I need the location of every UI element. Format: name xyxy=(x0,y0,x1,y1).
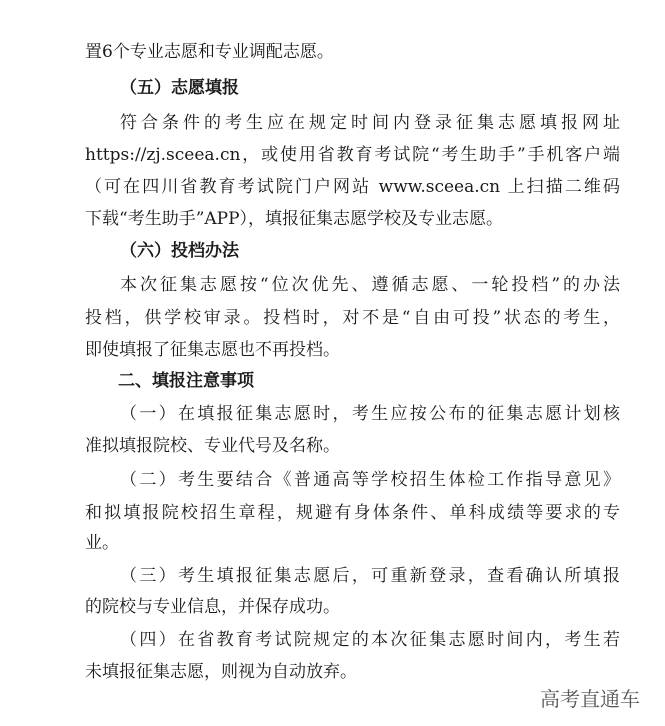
paragraph-line: 符合条件的考生应在规定时间内登录征集志愿填报网址 xyxy=(120,113,620,133)
paragraph-line: （一）在填报征集志愿时，考生应按公布的征集志愿计划核 xyxy=(120,404,620,424)
paragraph-line: 即使填报了征集志愿也不再投档。 xyxy=(85,340,340,360)
section-heading: （六）投档办法 xyxy=(120,241,239,261)
paragraph-line: 业。 xyxy=(85,533,119,553)
paragraph-line: 和拟填报院校招生章程，规避有身体条件、单科成绩等要求的专 xyxy=(85,503,620,523)
paragraph-line: 置6个专业志愿和专业调配志愿。 xyxy=(85,42,334,62)
section-heading: 二、填报注意事项 xyxy=(118,371,254,391)
paragraph-line: （四）在省教育考试院规定的本次征集志愿时间内，考生若 xyxy=(120,630,620,650)
paragraph-line: 未填报征集志愿，则视为自动放弃。 xyxy=(85,662,357,682)
paragraph-line: 下载“考生助手”APP），填报征集志愿学校及专业志愿。 xyxy=(85,209,504,229)
paragraph-line: （二）考生要结合《普通高等学校招生体检工作指导意见》 xyxy=(120,470,620,490)
paragraph-line: https://zj.sceea.cn，或使用省教育考试院“考生助手”手机客户端 xyxy=(85,145,620,165)
paragraph-line: （三）考生填报征集志愿后，可重新登录，查看确认所填报 xyxy=(120,566,620,586)
paragraph-line: 投档，供学校审录。投档时，对不是“自由可投”状态的考生， xyxy=(85,308,620,328)
section-heading: （五）志愿填报 xyxy=(120,78,239,98)
paragraph-line: （可在四川省教育考试院门户网站 www.sceea.cn 上扫描二维码 xyxy=(85,177,620,197)
paragraph-line: 准拟填报院校、专业代号及名称。 xyxy=(85,436,340,456)
paragraph-line: 本次征集志愿按“位次优先、遵循志愿、一轮投档”的办法 xyxy=(120,275,620,295)
watermark: 高考直通车 xyxy=(540,687,640,711)
paragraph-line: 的院校与专业信息，并保存成功。 xyxy=(85,597,340,617)
